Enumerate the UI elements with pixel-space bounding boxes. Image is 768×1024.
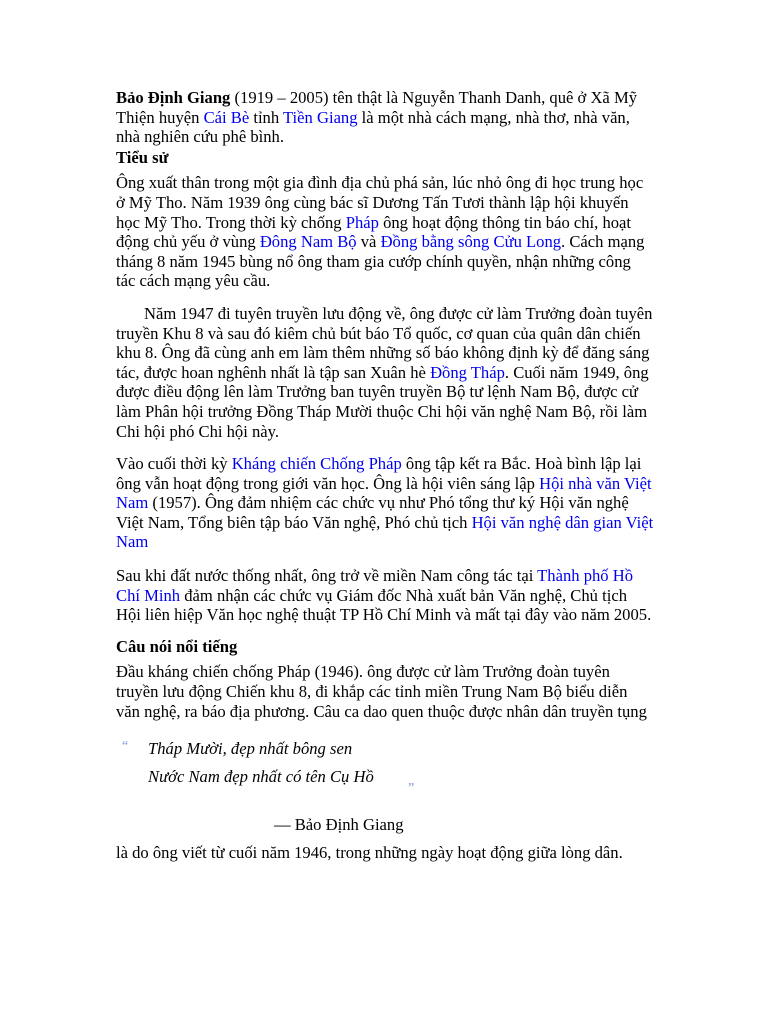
link-hoi-nha-van-viet-nam[interactable]: Hội nhà văn Việt Nam: [116, 473, 652, 513]
link-dong-thap[interactable]: Đồng Tháp: [430, 362, 505, 382]
closing-paragraph: là do ông viết từ cuối năm 1946, trong những ngày hoạt động giữa lòng dân.: [116, 842, 623, 862]
intro-paragraph: [116, 88, 654, 147]
blockquote: [116, 739, 654, 797]
paragraph-text: ông hoạt động thông tin báo chí, hoạt động chủ yếu ở vùng: [116, 212, 632, 252]
paragraph-text: (1957). Ông đảm nhiệm các chức vụ như Phó tổng thư ký Hội văn nghệ Việt Nam, Tổng biên tập báo Văn nghệ, Phó chủ tịch: [116, 493, 629, 532]
link-phap[interactable]: Pháp: [345, 212, 379, 232]
paragraph-text: . Cách mạng tháng 8 năm 1945 bùng nổ ông tham gia cướp chính quyền, nhận những công tác cách mạng yêu cầu.: [116, 232, 645, 291]
link-khang-chien-chong-phap[interactable]: Kháng chiến Chống Pháp: [231, 454, 402, 474]
intro-text: (1919 – 2005) tên thật là Nguyễn Thanh Danh, quê ở Xã Mỹ Thiện huyện: [116, 88, 637, 127]
link-dong-nam-bo[interactable]: Đông Nam Bộ: [259, 232, 357, 252]
close-quote-icon: ”: [408, 781, 415, 797]
subject-name: Bảo Định Giang: [116, 88, 231, 107]
quote-line-2: Nước Nam đẹp nhất có tên Cụ Hồ: [148, 766, 374, 786]
open-quote-icon: “: [122, 739, 129, 755]
paragraph-text: Năm 1947 đi tuyên truyền lưu động về, ông được cử làm Trưởng đoàn tuyên truyền Khu 8 và sau đó kiêm chủ bút báo Tổ quốc, cơ quan của quân dân chiến khu 8. Ông đã cùng anh em làm thêm những số báo không định kỳ để đăng sáng tác, được hoan nghênh nhất là tập san Xuân hè: [116, 303, 653, 382]
paragraph-text: Sau khi đất nước thống nhất, ông trở về miền Nam công tác tại: [116, 566, 538, 586]
link-thanh-pho-ho-chi-minh[interactable]: Thành phố Hồ Chí Minh: [116, 566, 634, 605]
paragraph-text: . Cuối năm 1949, ông được điều động lên làm Trưởng ban tuyên truyền Bộ tư lệnh Nam Bộ, được cử làm Phân hội trưởng Đồng Tháp Mười thuộc Chi hội văn nghệ Nam Bộ, rồi làm Chi hội phó Chi hội này.: [116, 362, 649, 441]
paragraph-text: ông tập kết ra Bắc. Hoà bình lập lại ông vẫn hoạt động trong giới văn học. Ông là hội viên sáng lập: [116, 454, 642, 493]
link-dong-bang-song-cuu-long[interactable]: Đồng bằng sông Cửu Long: [380, 232, 562, 252]
article-body: [116, 88, 654, 862]
intro-text: tỉnh: [249, 107, 283, 127]
paragraph-text: Ông xuất thân trong một gia đình địa chủ phá sản, lúc nhỏ ông đi học trung học ở Mỹ Tho. Năm 1939 ông cùng bác sĩ Dương Tấn Tươi thành lập hội khuyến học Mỹ Tho. Trong thời kỳ chống: [116, 173, 644, 232]
quote-attribution: — Bảo Định Giang: [274, 815, 404, 835]
paragraph-text: đảm nhận các chức vụ Giám đốc Nhà xuất bản Văn nghệ, Chủ tịch Hội liên hiệp Văn học nghệ thuật TP Hồ Chí Minh và mất tại đây vào năm 2005.: [116, 585, 652, 625]
link-cai-be[interactable]: Cái Bè: [203, 107, 250, 127]
biography-paragraph-3: [116, 454, 654, 552]
section-heading-famous-quote: Câu nói nổi tiếng: [116, 636, 238, 656]
quote-context-paragraph: Đầu kháng chiến chống Pháp (1946). ông được cử làm Trưởng đoàn tuyên truyền lưu động Chiến khu 8, đi khắp các tỉnh miền Trung Nam Bộ biểu diễn văn nghệ, ra báo địa phương. Câu ca dao quen thuộc được nhân dân truyền tụng: [116, 662, 647, 721]
biography-paragraph-4: [116, 566, 654, 625]
biography-paragraph-2: [116, 304, 654, 441]
link-tien-giang[interactable]: Tiền Giang: [283, 107, 358, 127]
quote-line-1: Tháp Mười, đẹp nhất bông sen: [148, 739, 353, 759]
section-heading-biography: Tiểu sử: [116, 147, 169, 167]
paragraph-text: và: [356, 232, 381, 252]
link-hoi-van-nghe-dan-gian[interactable]: Hội văn nghệ dân gian Việt Nam: [116, 512, 654, 552]
biography-paragraph-1: [116, 173, 654, 291]
intro-text: là một nhà cách mạng, nhà thơ, nhà văn, nhà nghiên cứu phê bình.: [116, 107, 630, 147]
paragraph-text: Vào cuối thời kỳ: [116, 454, 232, 474]
